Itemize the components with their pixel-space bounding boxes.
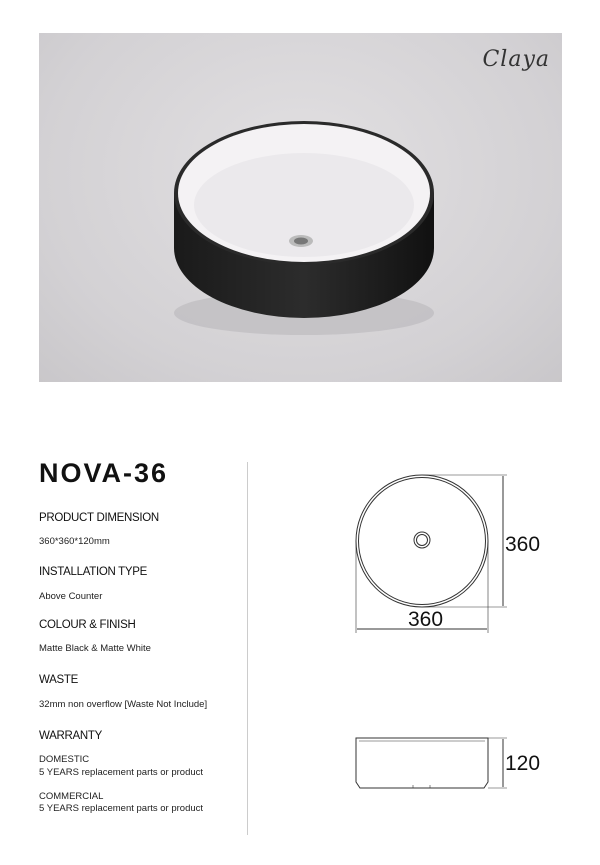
brand-logo: Claya <box>482 47 550 72</box>
drain-inner <box>417 535 428 546</box>
colour-heading: COLOUR & FINISH <box>39 619 136 631</box>
domestic-label: DOMESTIC <box>39 754 90 765</box>
width-dimension: 360 <box>408 608 444 631</box>
top-view-inner <box>359 478 486 605</box>
product-title: NOVA-36 <box>39 458 169 488</box>
colour-value: Matte Black & Matte White <box>39 643 151 654</box>
installation-value: Above Counter <box>39 591 103 602</box>
commercial-value: 5 YEARS replacement parts or product <box>39 803 204 814</box>
side-view <box>356 738 488 788</box>
waste-heading: WASTE <box>39 674 78 686</box>
top-view-outer <box>356 475 488 607</box>
installation-heading: INSTALLATION TYPE <box>39 566 148 578</box>
commercial-label: COMMERCIAL <box>39 791 104 802</box>
dimension-value: 360*360*120mm <box>39 536 110 547</box>
domestic-value: 5 YEARS replacement parts or product <box>39 767 204 778</box>
height-dimension: 120 <box>505 752 541 775</box>
dimension-heading: PRODUCT DIMENSION <box>39 512 159 524</box>
warranty-heading: WARRANTY <box>39 730 102 742</box>
depth-dimension: 360 <box>505 533 541 556</box>
waste-value: 32mm non overflow [Waste Not Include] <box>39 699 208 710</box>
